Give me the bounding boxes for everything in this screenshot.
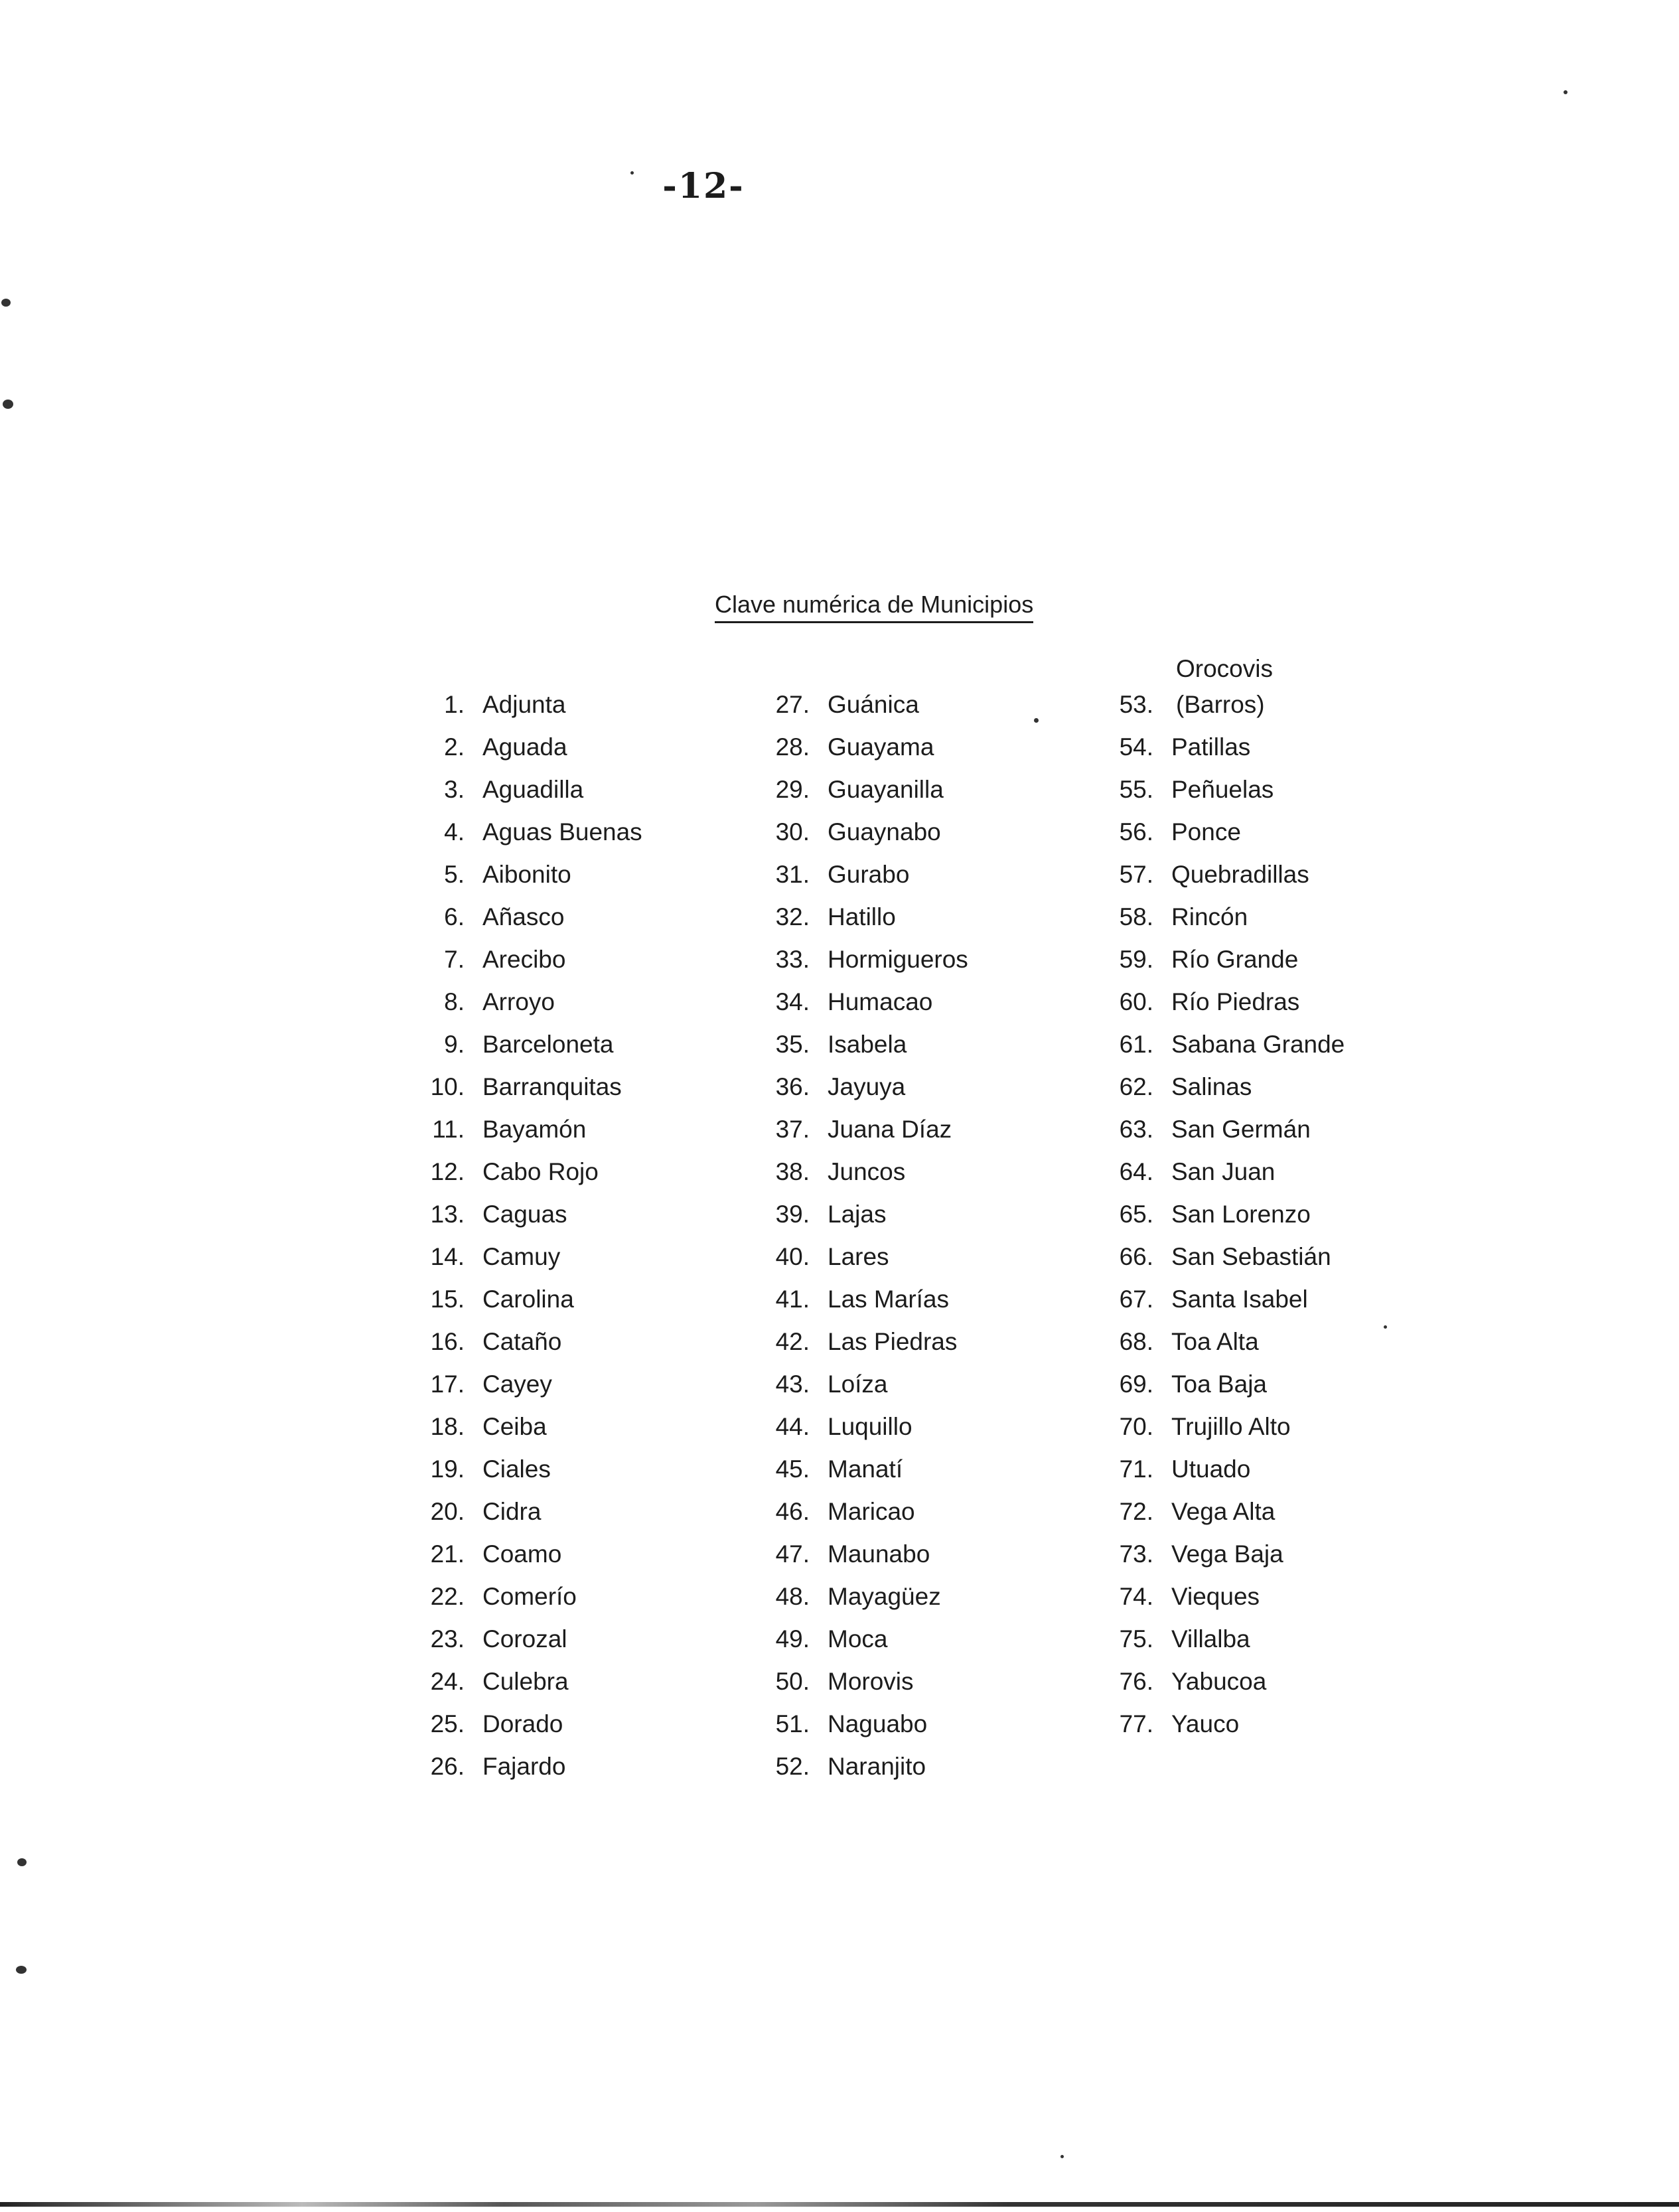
municipio-name: Camuy bbox=[482, 1243, 561, 1270]
scan-bottom-edge bbox=[0, 2202, 1679, 2207]
municipio-number: 77. bbox=[1119, 1710, 1153, 1737]
municipio-name: Coamo bbox=[482, 1540, 562, 1568]
municipio-number: 61. bbox=[1119, 1031, 1153, 1058]
municipio-number: 8. bbox=[444, 988, 465, 1015]
municipio-name: Añasco bbox=[482, 903, 565, 930]
municipio-name: Juana Díaz bbox=[828, 1116, 952, 1143]
municipio-name: Moca bbox=[828, 1625, 888, 1653]
table-title: Clave numérica de Municipios bbox=[715, 591, 1033, 623]
municipio-name: Loíza bbox=[828, 1370, 888, 1398]
municipio-number: 58. bbox=[1119, 903, 1153, 930]
municipio-number: 3. bbox=[444, 776, 465, 803]
municipio-number: 7. bbox=[444, 946, 465, 973]
municipio-number: 25. bbox=[430, 1710, 465, 1737]
scan-speck bbox=[1384, 1325, 1387, 1329]
municipio-name: Guayama bbox=[828, 733, 934, 761]
municipio-number: 1. bbox=[444, 691, 465, 718]
municipio-number: 56. bbox=[1119, 818, 1153, 846]
scan-speck bbox=[16, 1966, 27, 1974]
municipio-name: Humacao bbox=[828, 988, 933, 1015]
municipio-number: 22. bbox=[430, 1583, 465, 1610]
municipio-number: 24. bbox=[430, 1668, 465, 1695]
municipio-number: 17. bbox=[430, 1370, 465, 1398]
municipio-number: 47. bbox=[775, 1540, 810, 1568]
municipio-number: 70. bbox=[1119, 1413, 1153, 1440]
municipio-number: 45. bbox=[775, 1455, 810, 1483]
municipio-number: 36. bbox=[775, 1073, 810, 1100]
municipio-number: 14. bbox=[430, 1243, 465, 1270]
municipio-name: Yauco bbox=[1171, 1710, 1240, 1737]
municipio-name: Hatillo bbox=[828, 903, 896, 930]
municipio-number: 23. bbox=[430, 1625, 465, 1653]
municipio-number: 27. bbox=[775, 691, 810, 718]
municipio-number: 76. bbox=[1119, 1668, 1153, 1695]
municipio-number: 41. bbox=[775, 1286, 810, 1313]
municipio-number: 68. bbox=[1119, 1328, 1153, 1355]
municipio-name: Toa Baja bbox=[1171, 1370, 1267, 1398]
municipio-number: 48. bbox=[775, 1583, 810, 1610]
municipio-name: Fajardo bbox=[482, 1753, 566, 1780]
municipio-number: 29. bbox=[775, 776, 810, 803]
municipio-number: 64. bbox=[1119, 1158, 1153, 1185]
municipio-name: Sabana Grande bbox=[1171, 1031, 1345, 1058]
municipio-number: 16. bbox=[430, 1328, 465, 1355]
municipio-name: Barranquitas bbox=[482, 1073, 622, 1100]
municipio-number: 12. bbox=[430, 1158, 465, 1185]
municipio-number: 4. bbox=[444, 818, 465, 846]
municipio-number: 15. bbox=[430, 1286, 465, 1313]
municipio-name: Aguadilla bbox=[482, 776, 584, 803]
municipio-name: Aguas Buenas bbox=[482, 818, 642, 846]
municipio-name: Cataño bbox=[482, 1328, 562, 1355]
municipio-number: 9. bbox=[444, 1031, 465, 1058]
municipio-name: Comerío bbox=[482, 1583, 577, 1610]
municipio-number: 66. bbox=[1119, 1243, 1153, 1270]
municipio-name: Bayamón bbox=[482, 1116, 587, 1143]
municipio-number: 57. bbox=[1119, 861, 1153, 888]
municipio-number: 44. bbox=[775, 1413, 810, 1440]
municipio-name: Arecibo bbox=[482, 946, 566, 973]
municipio-number: 43. bbox=[775, 1370, 810, 1398]
municipio-number: 50. bbox=[775, 1668, 810, 1695]
municipio-name: Lajas bbox=[828, 1201, 887, 1228]
municipio-number: 18. bbox=[430, 1413, 465, 1440]
municipio-name: Ponce bbox=[1171, 818, 1241, 846]
municipio-number: 30. bbox=[775, 818, 810, 846]
municipio-name: Trujillo Alto bbox=[1171, 1413, 1291, 1440]
municipio-number: 62. bbox=[1119, 1073, 1153, 1100]
municipio-name: Mayagüez bbox=[828, 1583, 941, 1610]
municipio-name: Villalba bbox=[1171, 1625, 1250, 1653]
municipio-number: 65. bbox=[1119, 1201, 1153, 1228]
municipio-name: Arroyo bbox=[482, 988, 555, 1015]
municipio-name: Vega Alta bbox=[1171, 1498, 1276, 1525]
municipio-name-alt: (Barros) bbox=[1176, 691, 1265, 718]
municipio-name: Las Marías bbox=[828, 1286, 950, 1313]
municipio-name: San Sebastián bbox=[1171, 1243, 1331, 1270]
municipio-name: Naranjito bbox=[828, 1753, 926, 1780]
municipio-name: Manatí bbox=[828, 1455, 903, 1483]
municipio-number: 51. bbox=[775, 1710, 810, 1737]
municipio-name: Barceloneta bbox=[482, 1031, 614, 1058]
municipio-name: Ceiba bbox=[482, 1413, 547, 1440]
municipio-name: Ciales bbox=[482, 1455, 551, 1483]
municipio-name: San Germán bbox=[1171, 1116, 1311, 1143]
municipio-name: Vega Baja bbox=[1171, 1540, 1283, 1568]
municipio-name: Jayuya bbox=[828, 1073, 906, 1100]
municipio-number: 2. bbox=[444, 733, 465, 761]
municipio-name: Orocovis bbox=[1176, 655, 1273, 682]
municipio-name: Vieques bbox=[1171, 1583, 1260, 1610]
municipio-name: Rincón bbox=[1171, 903, 1248, 930]
municipio-number: 46. bbox=[775, 1498, 810, 1525]
municipio-name: Cabo Rojo bbox=[482, 1158, 599, 1185]
municipio-name: Culebra bbox=[482, 1668, 569, 1695]
municipio-number: 74. bbox=[1119, 1583, 1153, 1610]
municipio-name: Isabela bbox=[828, 1031, 907, 1058]
municipio-name: Morovis bbox=[828, 1668, 914, 1695]
municipio-name: Dorado bbox=[482, 1710, 563, 1737]
municipio-number: 75. bbox=[1119, 1625, 1153, 1653]
municipio-number: 39. bbox=[775, 1201, 810, 1228]
municipio-name: Juncos bbox=[828, 1158, 906, 1185]
municipio-number: 63. bbox=[1119, 1116, 1153, 1143]
municipio-name: Río Piedras bbox=[1171, 988, 1300, 1015]
municipio-number: 38. bbox=[775, 1158, 810, 1185]
municipio-name: Gurabo bbox=[828, 861, 910, 888]
municipio-number: 59. bbox=[1119, 946, 1153, 973]
municipio-name: Luquillo bbox=[828, 1413, 913, 1440]
municipio-name: Salinas bbox=[1171, 1073, 1252, 1100]
municipio-number: 5. bbox=[444, 861, 465, 888]
scan-speck bbox=[1060, 2155, 1064, 2158]
municipio-name: Cayey bbox=[482, 1370, 552, 1398]
municipio-number: 33. bbox=[775, 946, 810, 973]
municipio-number: 20. bbox=[430, 1498, 465, 1525]
municipio-number: 10. bbox=[430, 1073, 465, 1100]
municipio-name: Toa Alta bbox=[1171, 1328, 1259, 1355]
municipio-name: Guánica bbox=[828, 691, 919, 718]
municipio-name: Caguas bbox=[482, 1201, 567, 1228]
municipio-name: Aibonito bbox=[482, 861, 571, 888]
scan-speck bbox=[630, 171, 634, 175]
municipio-number: 55. bbox=[1119, 776, 1153, 803]
municipio-name: Adjunta bbox=[482, 691, 566, 718]
municipio-name: Las Piedras bbox=[828, 1328, 958, 1355]
scan-speck bbox=[17, 1858, 27, 1866]
municipio-name: Guayanilla bbox=[828, 776, 944, 803]
scan-speck bbox=[1564, 90, 1568, 94]
municipio-name: San Juan bbox=[1171, 1158, 1276, 1185]
municipio-number: 67. bbox=[1119, 1286, 1153, 1313]
municipio-number: 35. bbox=[775, 1031, 810, 1058]
municipio-name: Naguabo bbox=[828, 1710, 928, 1737]
municipio-name: Cidra bbox=[482, 1498, 542, 1525]
municipio-number: 32. bbox=[775, 903, 810, 930]
municipio-number: 72. bbox=[1119, 1498, 1153, 1525]
municipio-name: Río Grande bbox=[1171, 946, 1299, 973]
scan-speck bbox=[3, 400, 13, 409]
municipio-number: 21. bbox=[430, 1540, 465, 1568]
municipio-number: 31. bbox=[775, 861, 810, 888]
municipio-number: 28. bbox=[775, 733, 810, 761]
municipio-name: Santa Isabel bbox=[1171, 1286, 1308, 1313]
municipio-name: Maricao bbox=[828, 1498, 915, 1525]
municipio-number: 37. bbox=[775, 1116, 810, 1143]
municipio-number: 60. bbox=[1119, 988, 1153, 1015]
municipio-number: 52. bbox=[775, 1753, 810, 1780]
municipio-number: 6. bbox=[444, 903, 465, 930]
scan-speck bbox=[1, 299, 11, 307]
municipio-number: 26. bbox=[430, 1753, 465, 1780]
municipio-name: Carolina bbox=[482, 1286, 574, 1313]
municipio-name: Maunabo bbox=[828, 1540, 930, 1568]
municipio-name: Hormigueros bbox=[828, 946, 968, 973]
municipio-number: 13. bbox=[430, 1201, 465, 1228]
municipio-number: 40. bbox=[775, 1243, 810, 1270]
municipio-number: 11. bbox=[432, 1116, 465, 1143]
municipio-name: San Lorenzo bbox=[1171, 1201, 1311, 1228]
municipio-name: Peñuelas bbox=[1171, 776, 1274, 803]
municipio-name: Aguada bbox=[482, 733, 567, 761]
municipio-name: Utuado bbox=[1171, 1455, 1251, 1483]
municipio-number: 53. bbox=[1119, 691, 1153, 718]
page-number: -12- bbox=[662, 166, 745, 206]
municipio-name: Lares bbox=[828, 1243, 889, 1270]
municipio-name: Corozal bbox=[482, 1625, 567, 1653]
municipio-number: 42. bbox=[775, 1328, 810, 1355]
municipio-number: 73. bbox=[1119, 1540, 1153, 1568]
municipio-number: 69. bbox=[1119, 1370, 1153, 1398]
municipio-name: Guaynabo bbox=[828, 818, 941, 846]
scan-speck bbox=[1034, 718, 1039, 723]
municipio-name: Yabucoa bbox=[1171, 1668, 1267, 1695]
municipio-number: 71. bbox=[1119, 1455, 1153, 1483]
municipio-name: Patillas bbox=[1171, 733, 1251, 761]
municipio-number: 49. bbox=[775, 1625, 810, 1653]
municipio-number: 19. bbox=[430, 1455, 465, 1483]
municipio-number: 54. bbox=[1119, 733, 1153, 761]
municipio-number: 34. bbox=[775, 988, 810, 1015]
municipio-name: Quebradillas bbox=[1171, 861, 1309, 888]
